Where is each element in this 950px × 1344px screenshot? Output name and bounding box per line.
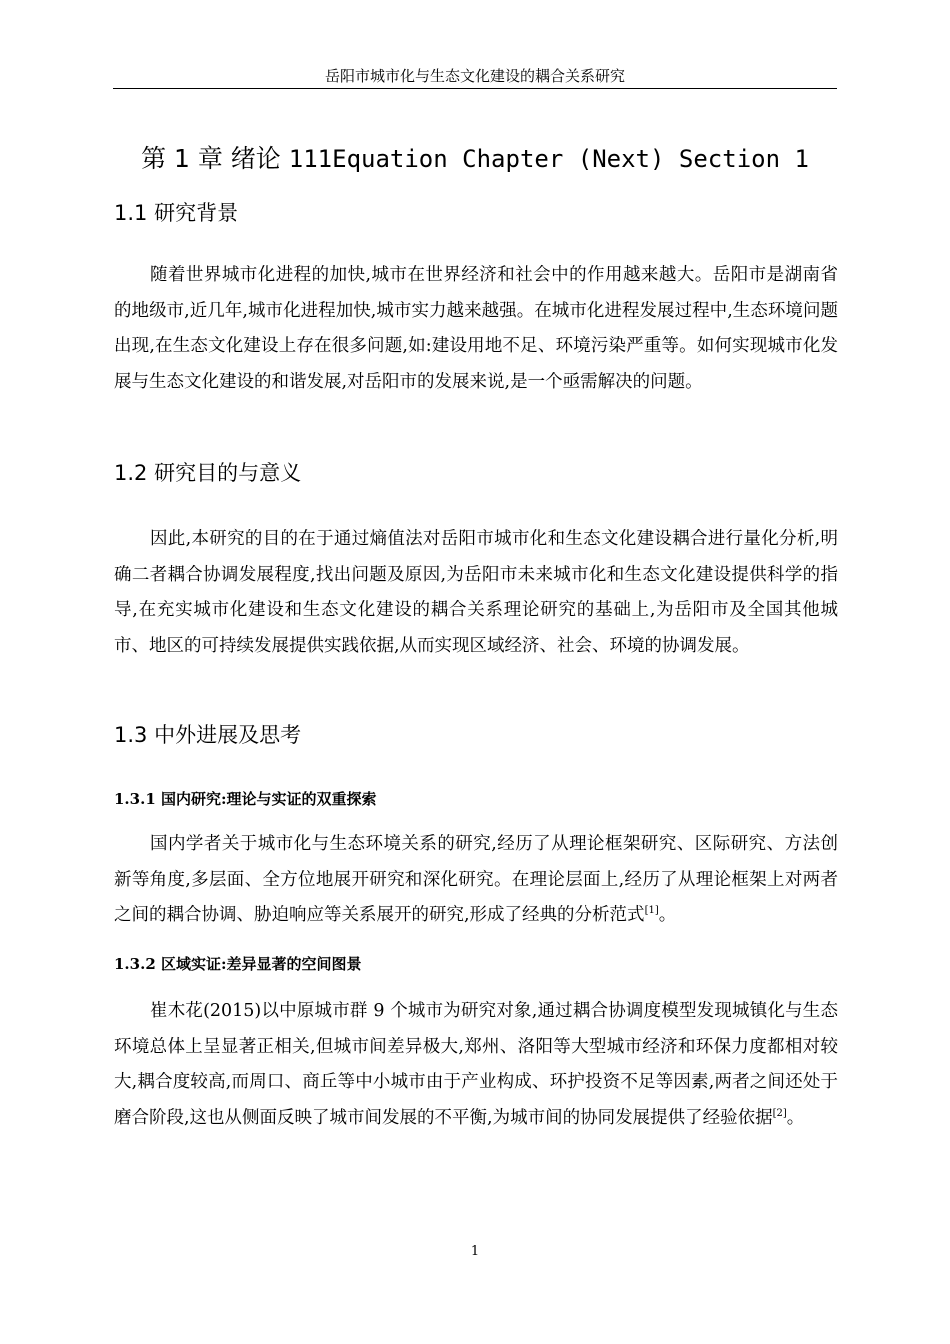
domestic-research-end: 。 xyxy=(658,905,677,925)
subsection-heading-1-3-2: 1.3.2 区域实证:差异显著的空间图景 xyxy=(114,955,362,973)
citation-1: [1] xyxy=(644,905,659,917)
chapter-title xyxy=(0,142,950,176)
regional-evidence-text: 崔木花(2015)以中原城市群 9 个城市为研究对象,通过耦合协调度模型发现城镇化与生态环境总体上呈显著正相关,但城市间差异极大,郑州、洛阳等大型城市经济和环保力度都相对较大,耦合度较高,而周口、商丘等中小城市由于产业构成、环护投资不足等因素,两者之间还处于磨合阶段,这也从侧面反映了城市间发展的不平衡,为城市间的协同发展提供了经验依据 xyxy=(114,1001,838,1128)
running-title: 岳阳市城市化与生态文化建设的耦合关系研究 xyxy=(324,67,625,85)
paragraph-domestic-research xyxy=(114,827,838,934)
section-heading-1-1: 1.1 研究背景 xyxy=(114,201,239,225)
paragraph-purpose: 因此,本研究的目的在于通过熵值法对岳阳市城市化和生态文化建设耦合进行量化分析,明确二者耦合协调发展程度,找出问题及原因,为岳阳市未来城市化和生态文化建设提供科学的指导,在充实城市化建设和生态文化建设的耦合关系理论研究的基础上,为岳阳市及全国其他城市、地区的可持续发展提供实践依据,从而实现区域经济、社会、环境的协调发展。 xyxy=(114,529,838,656)
equation-field-code: 111Equation Chapter (Next) Section 1 xyxy=(288,145,809,173)
subsection-heading-1-3-1: 1.3.1 国内研究:理论与实证的双重探索 xyxy=(114,790,377,808)
paragraph-regional-evidence xyxy=(114,994,838,1136)
regional-evidence-end: 。 xyxy=(786,1107,805,1128)
section-heading-1-2: 1.2 研究目的与意义 xyxy=(114,461,302,485)
domestic-research-text: 国内学者关于城市化与生态环境关系的研究,经历了从理论框架研究、区际研究、方法创新等角度,多层面、全方位地展开研究和深化研究。在理论层面上,经历了从理论框架上对两者之间的耦合协调、胁迫响应等关系展开的研究,形成了经典的分析范式 xyxy=(114,834,838,925)
citation-2: [2] xyxy=(772,1107,787,1119)
page-header xyxy=(113,66,837,89)
page-number: 1 xyxy=(470,1244,480,1259)
paragraph-background: 随着世界城市化进程的加快,城市在世界经济和社会中的作用越来越大。岳阳市是湖南省的地级市,近几年,城市化进程加快,城市实力越来越强。在城市化进程发展过程中,生态环境问题出现,在生态文化建设上存在很多问题,如:建设用地不足、环境污染严重等。如何实现城市化发展与生态文化建设的和谐发展,对岳阳市的发展来说,是一个亟需解决的问题。 xyxy=(114,265,838,392)
chapter-heading-text: 第 1 章 绪论 xyxy=(141,144,289,173)
section-heading-1-3: 1.3 中外进展及思考 xyxy=(114,723,302,747)
